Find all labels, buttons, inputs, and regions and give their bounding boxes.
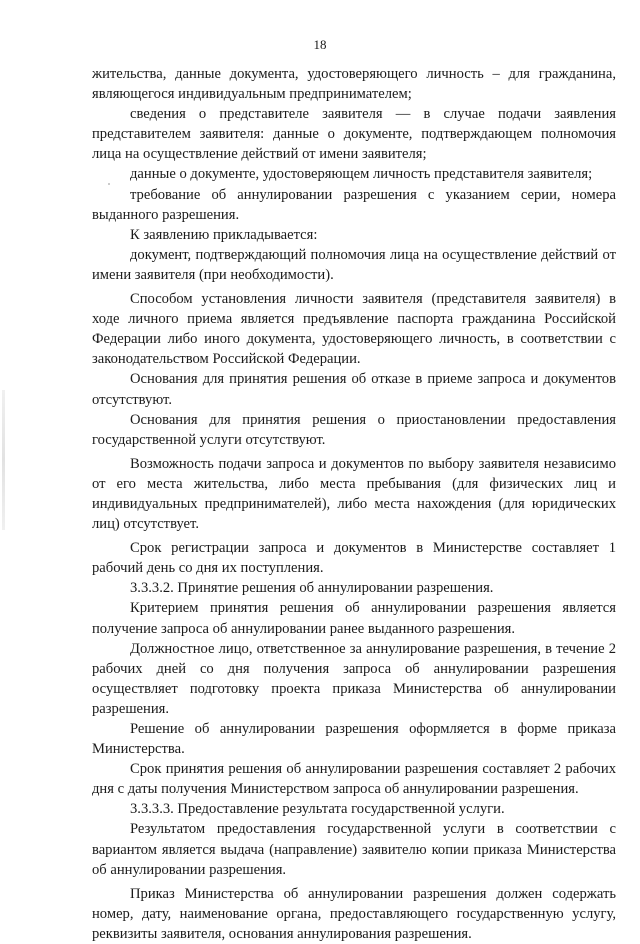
paragraph-15: Решение об аннулировании разрешения оформляется в форме приказа Министерства. [92,721,616,758]
paragraph-19: Приказ Министерства об аннулировании разрешения должен содержать номер, дату, наименование органа, предоставляющего государственную услугу, реквизиты заявителя, основания аннулирования разрешения. [92,885,616,942]
paragraph-8: Основания для принятия решения об отказе в приеме запроса и документов отсутствуют. [92,371,616,408]
document-body [92,64,616,944]
paragraph-11: Срок регистрации запроса и документов в Министерстве составляет 1 рабочий день со дня их поступления. [92,540,616,577]
paragraph-13: Критерием принятия решения об аннулировании разрешения является получение запроса об аннулировании ранее выданного разрешения. [92,600,616,637]
paragraph-6: документ, подтверждающий полномочия лица на осуществление действий от имени заявителя (при необходимости). [92,246,616,283]
paragraph-9: Основания для принятия решения о приостановлении предоставления государственной услуги отсутствуют. [92,411,616,448]
paragraph-5: К заявлению прикладывается: [130,226,318,243]
section-3-3-3-3-heading: 3.3.3.3. Предоставление результата государственной услуги. [130,801,505,818]
paragraph-3: данные о документе, удостоверяющем личность представителя заявителя; [130,166,593,183]
paragraph-18: Результатом предоставления государственной услуги в соответствии с вариантом является выдача (направление) заявителю копии приказа Министерства об аннулировании разрешения. [92,821,616,878]
page-number: 18 [313,37,327,52]
paragraph-10: Возможность подачи запроса и документов по выбору заявителя независимо от его места жительства, либо места пребывания (для физических лиц и индивидуальных предпринимателей), либо места нахождения (для юридических лиц) отсутствует. [92,455,616,533]
paragraph-4: требование об аннулировании разрешения с указанием серии, номера выданного разрешения. [92,186,616,223]
paragraph-1: жительства, данные документа, удостоверяющего личность – для гражданина, являющегося индивидуальным предпринимателем; [92,66,616,103]
paragraph-7: Способом установления личности заявителя (представителя заявителя) в ходе личного приема является предъявление паспорта гражданина Российской Федерации либо иного документа, удостоверяющего личность, в соответствии с законодательством Российской Федерации. [92,291,616,368]
section-3-3-3-2-heading: 3.3.3.2. Принятие решения об аннулировании разрешения. [130,580,494,597]
paragraph-14: Должностное лицо, ответственное за аннулирование разрешения, в течение 2 рабочих дней со дня получения запроса об аннулировании разрешения осуществляет подготовку проекта приказа Министерства об аннулировании разрешения. [92,640,616,717]
paragraph-2: сведения о представителе заявителя — в случае подачи заявления представителем заявителя: данные о документе, подтверждающем полномочия лица на осуществление действий от имени заявителя; [92,106,616,163]
scan-edge-artifact [2,390,5,530]
paragraph-16: Срок принятия решения об аннулировании разрешения составляет 2 рабочих дня с даты получения Министерством запроса об аннулировании разрешения. [92,761,616,798]
